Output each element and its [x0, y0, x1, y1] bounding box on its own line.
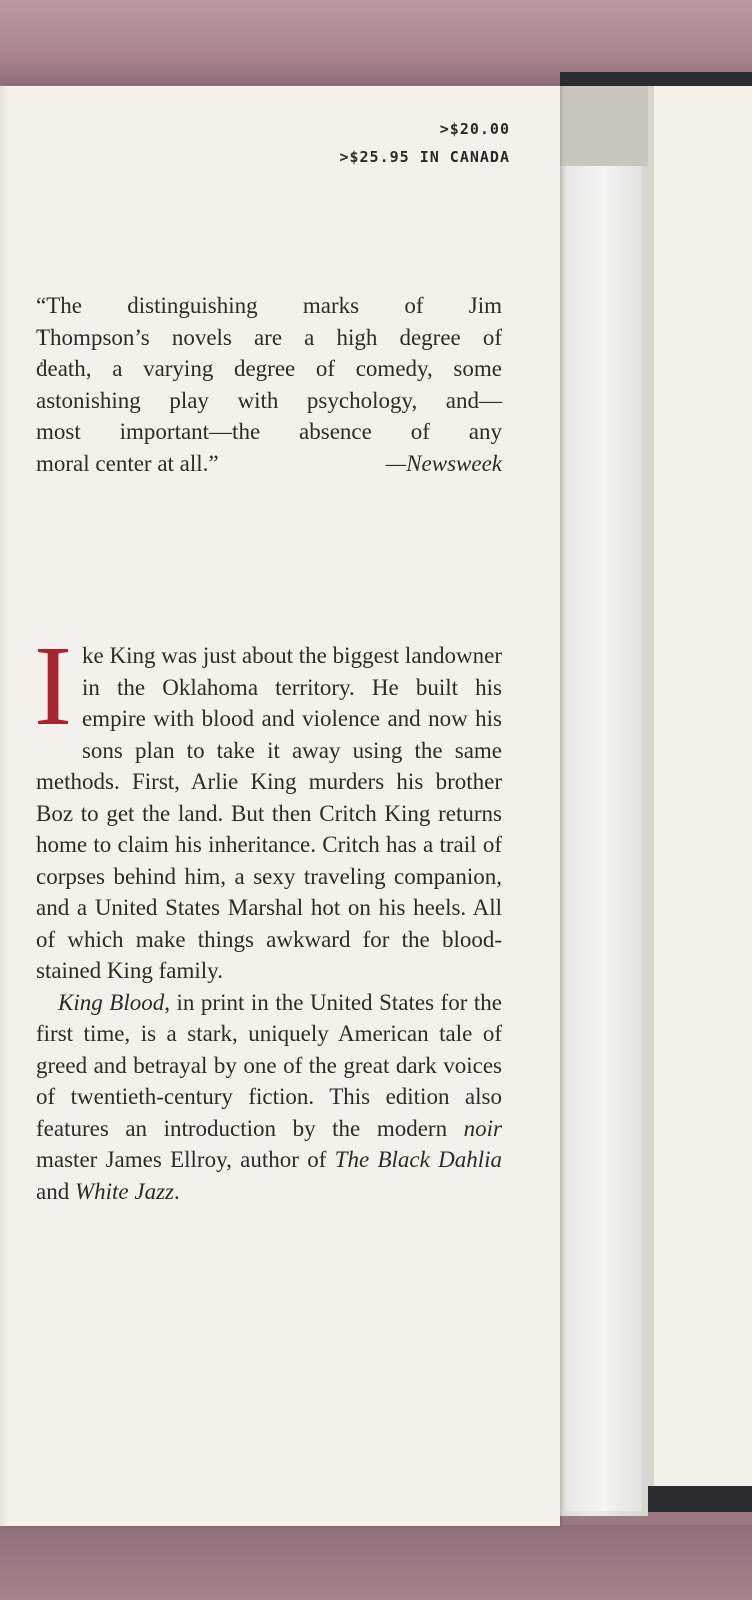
quote-line: “The distinguishing marks of Jim: [36, 293, 502, 318]
quote-attribution: —Newsweek: [385, 450, 502, 476]
description-paragraph-1: [34, 622, 502, 987]
jacket-fold-top: [560, 86, 648, 166]
price-canada: >$25.95 IN CANADA: [339, 148, 510, 166]
paragraph-2-text: .: [173, 1178, 180, 1204]
price-us: >$20.00: [439, 120, 510, 138]
paragraph-2-text: , in print in the United States for the first time, is a stark, uniquely American tale of greed and betrayal by one of the great dark voices of twentieth-century fiction. This edition also features an introduction by the modern: [36, 989, 503, 1141]
paragraph-2-text: master James Ellroy, author of: [36, 1147, 335, 1172]
drop-cap: I: [34, 622, 72, 749]
quote-line: moral center at all.”: [36, 450, 219, 476]
book-page: [648, 86, 752, 1486]
paragraph-1-text: ke King was just about the biggest landowner in the Oklahoma territory. He built his empire with blood and violence and now his sons plan to take it away using the same methods. First, Arlie King murders his brother Boz to get the land. But then Critch King returns home to claim his inheritance. Critch has a trail of corpses behind him, a sexy traveling companion, and a United States Marshal hot on his heels. All of which make things awkward for the blood-stained King family.: [36, 643, 502, 983]
review-quote: [36, 290, 502, 479]
book-page-edge: [648, 86, 654, 1486]
quote-line: Thompson’s novels are a high degree of: [36, 324, 502, 350]
quote-last-line: [36, 448, 502, 480]
paragraph-2-text: and: [36, 1178, 75, 1204]
description-paragraph-2: [36, 987, 502, 1208]
background-bottom: [0, 1525, 752, 1600]
quote-line: astonishing play with psychology, and—: [36, 387, 502, 413]
quote-line: death, a varying degree of comedy, some: [36, 356, 502, 381]
book-title: King Blood: [58, 989, 165, 1015]
quote-line: most important—the absence of any: [36, 419, 502, 444]
noir-word: noir: [463, 1115, 502, 1141]
book-title-white-jazz: White Jazz: [74, 1178, 174, 1204]
book-description: [34, 622, 503, 1207]
jacket-flap-edge: [0, 86, 8, 1526]
jacket-fold-strip: [566, 166, 642, 1511]
book-title-black-dahlia: The Black Dahlia: [334, 1147, 502, 1172]
